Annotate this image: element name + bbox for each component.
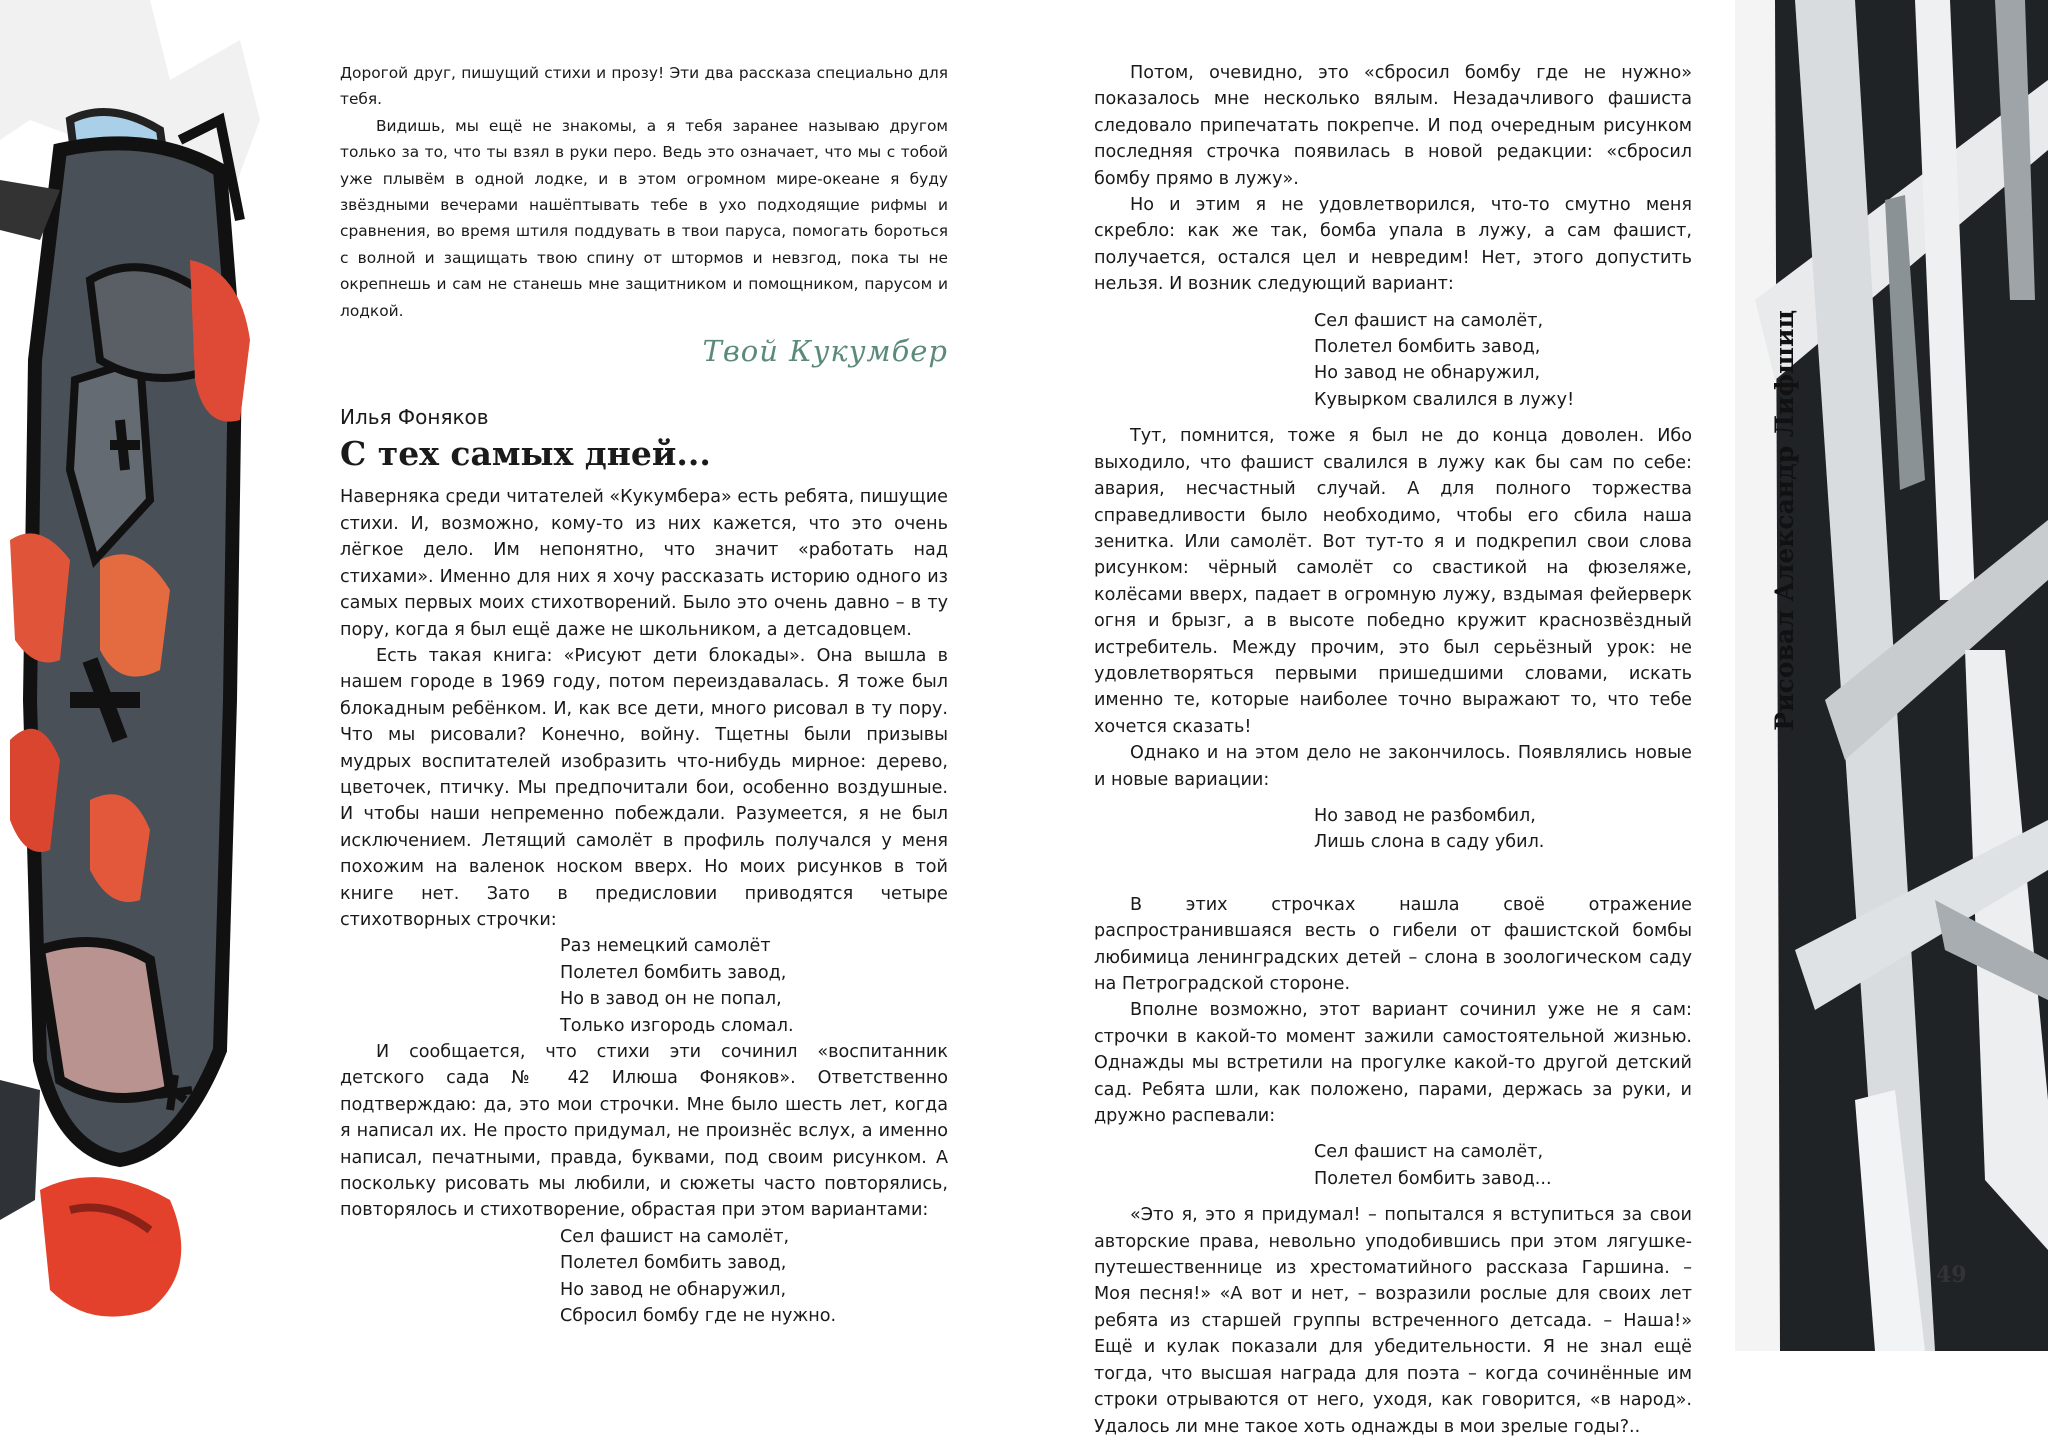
poem-line: Сел фашист на самолёт, (560, 1226, 790, 1247)
poem-line: Полетел бомбить завод, (1314, 337, 1541, 358)
right-text-column (1094, 60, 1692, 1440)
article-paragraph: «Это я, это я придумал! – попытался я вступиться за свои авторские права, невольно уподобившись при этом лягушке-путешественнице из хрестоматийного рассказа Гаршина. – Моя песня!» «А вот и нет, – возразили рослые для своих лет ребята из старшей группы встреченного детсада. – Наша!» Ещё и кулак показали для убедительности. Я не знал ещё тогда, что высшая награда для поэта – когда сочинённые им строки отрываются от него, уходя, как говорится, «в народ». Удалось ли мне такое хоть однажды в мои зрелые годы?.. (1094, 1205, 1692, 1437)
spacer (1094, 866, 1692, 892)
editor-intro (340, 60, 948, 324)
editor-signature: Твой Кукумбер (702, 334, 948, 369)
article-paragraph: Наверняка среди читателей «Кукумбера» есть ребята, пишущие стихи. И, возможно, кому-то из них кажется, что это очень лёгкое дело. Им непонятно, что значит «работать над стихами». Именно для них я хочу рассказать историю одного из самых первых моих стихотворений. Было это очень давно – в ту пору, когда я был ещё даже не школьником, а детсадовцем. (340, 487, 948, 640)
article-paragraph: Вполне возможно, этот вариант сочинил уже не я сам: строчки в какой-то момент зажили самостоятельной жизнью. Однажды мы встретили на прогулке какой-то другой детский сад. Ребята шли, как положено, парами, держась за руки, и дружно распевали: (1094, 1000, 1692, 1127)
poem-line: Полетел бомбить завод... (1314, 1168, 1552, 1189)
article-author: Илья Фоняков (340, 405, 489, 430)
poem-line: Но в завод он не попал, (560, 989, 782, 1010)
article-title: С тех самых дней... (340, 434, 711, 474)
intro-greeting: Дорогой друг, пишущий стихи и прозу! Эти два рассказа специально для тебя. (340, 64, 948, 109)
poem-line: Сел фашист на самолёт, (1314, 310, 1544, 331)
poem-line: Кувырком свалился в лужу! (1314, 389, 1575, 410)
article-paragraph: Но и этим я не удовлетворился, что-то смутно меня скребло: как же так, бомба упала в лужу, а сам фашист, получается, остался цел и невредим! Нет, этого допустить нельзя. И возник следующий вариант: (1094, 195, 1692, 295)
poem-line: Но завод не обнаружил, (1314, 363, 1541, 384)
poem-verse-2 (340, 1224, 948, 1330)
poem-line: Но завод не обнаружил, (560, 1279, 787, 1300)
poem-line: Сел фашист на самолёт, (1314, 1142, 1544, 1163)
illustrator-credit (1758, 309, 1810, 731)
poem-line: Сбросил бомбу где не нужно. (560, 1306, 837, 1327)
poem-line: Раз немецкий самолёт (560, 936, 771, 957)
article-paragraph: Однако и на этом дело не закончилось. Появлялись новые и новые вариации: (1094, 743, 1692, 790)
illustrator-credit-text: Рисовал Александр Лифшиц (1769, 309, 1799, 731)
article-paragraph: В этих строчках нашла своё отражение распространившаяся весть о гибели от фашистской бомбы любимица ленинградских детей – слона в зоологическом саду на Петроградской стороне. (1094, 894, 1692, 994)
poem-line: Полетел бомбить завод, (560, 1253, 787, 1274)
page-number: 49 (1936, 1262, 1967, 1288)
intro-paragraph: Видишь, мы ещё не знакомы, а я тебя заранее называю другом только за то, что ты взял в руки перо. Ведь это означает, что мы с тобой уже плывём в одной лодке, и в этом огромном мире-океане я буду звёздными вечерами нашёптывать тебе в ухо подходящие рифмы и сравнения, во время штиля поддувать в твои паруса, помогать бороться с волной и защищать твою спину от штормов и невзгод, пока ты не окрепнешь и сам не станешь мне защитником и помощником, парусом и лодкой. (340, 116, 948, 320)
poem-verse-3 (1094, 308, 1692, 414)
poem-verse-1 (340, 933, 948, 1039)
poem-verse-4 (1094, 803, 1692, 856)
poem-line: Только изгородь сломал. (560, 1015, 794, 1036)
article-paragraph: Есть такая книга: «Рисуют дети блокады». Она вышла в нашем городе в 1969 году, потом переиздавалась. Я тоже был блокадным ребёнком. И, как все дети, много рисовал в ту пору. Что мы рисовали? Конечно, войну. Тщетны были призывы мудрых воспитателей изобразить что-нибудь мирное: дерево, цветочек, птичку. Мы предпочитали бои, особенно воздушные. И чтобы наши непременно побеждали. Разумеется, я не был исключением. Летящий самолёт в профиль получался у меня похожим на валенок носком вверх. Но моих рисунков в той книге нет. Зато в предисловии приводятся четыре стихотворных строчки: (340, 645, 948, 930)
left-text-column (340, 60, 948, 1329)
poem-line: Полетел бомбить завод, (560, 962, 787, 983)
falling-plane-illustration (0, 0, 300, 1351)
article-paragraph: Тут, помнится, тоже я был не до конца доволен. Ибо выходило, что фашист свалился в лужу как бы сам по себе: авария, несчастный случай. А для полного торжества справедливости было необходимо, чтобы его сбила наша зенитка. Или самолёт. Вот тут-то я и подкрепил свои слова рисунком: чёрный самолёт со свастикой на фюзеляже, колёсами вверх, падает в огромную лужу, вздымая фейерверк огня и брызг, а в высоте победно кружит краснозвёздный истребитель. Между прочим, это был серьёзный урок: не удовлетворяться первыми пришедшими словами, искать именно те, которые наиболее точно выражают то, что тебе хочется сказать! (1094, 426, 1692, 737)
poem-line: Лишь слона в саду убил. (1314, 832, 1545, 853)
article-paragraph: И сообщается, что стихи эти сочинил «воспитанник детского сада № 42 Илюша Фоняков». Ответственно подтверждаю: да, это мои строчки. Мне было шесть лет, когда я написал их. Не просто придумал, не произнёс вслух, а именно написал, печатными, правда, буквами, под своим рисунком. А поскольку рисовать мы любили, и сюжеты часто повторялись, повторялось и стихотворение, обрастая при этом вариантами: (340, 1042, 948, 1221)
poem-verse-5 (1094, 1139, 1692, 1192)
poem-line: Но завод не разбомбил, (1314, 805, 1536, 826)
article-paragraph: Потом, очевидно, это «сбросил бомбу где не нужно» показалось мне несколько вялым. Незадачливого фашиста следовало припечатать покрепче. И под очередным рисунком последняя строчка появилась в новой редакции: «сбросил бомбу прямо в лужу». (1094, 63, 1692, 189)
